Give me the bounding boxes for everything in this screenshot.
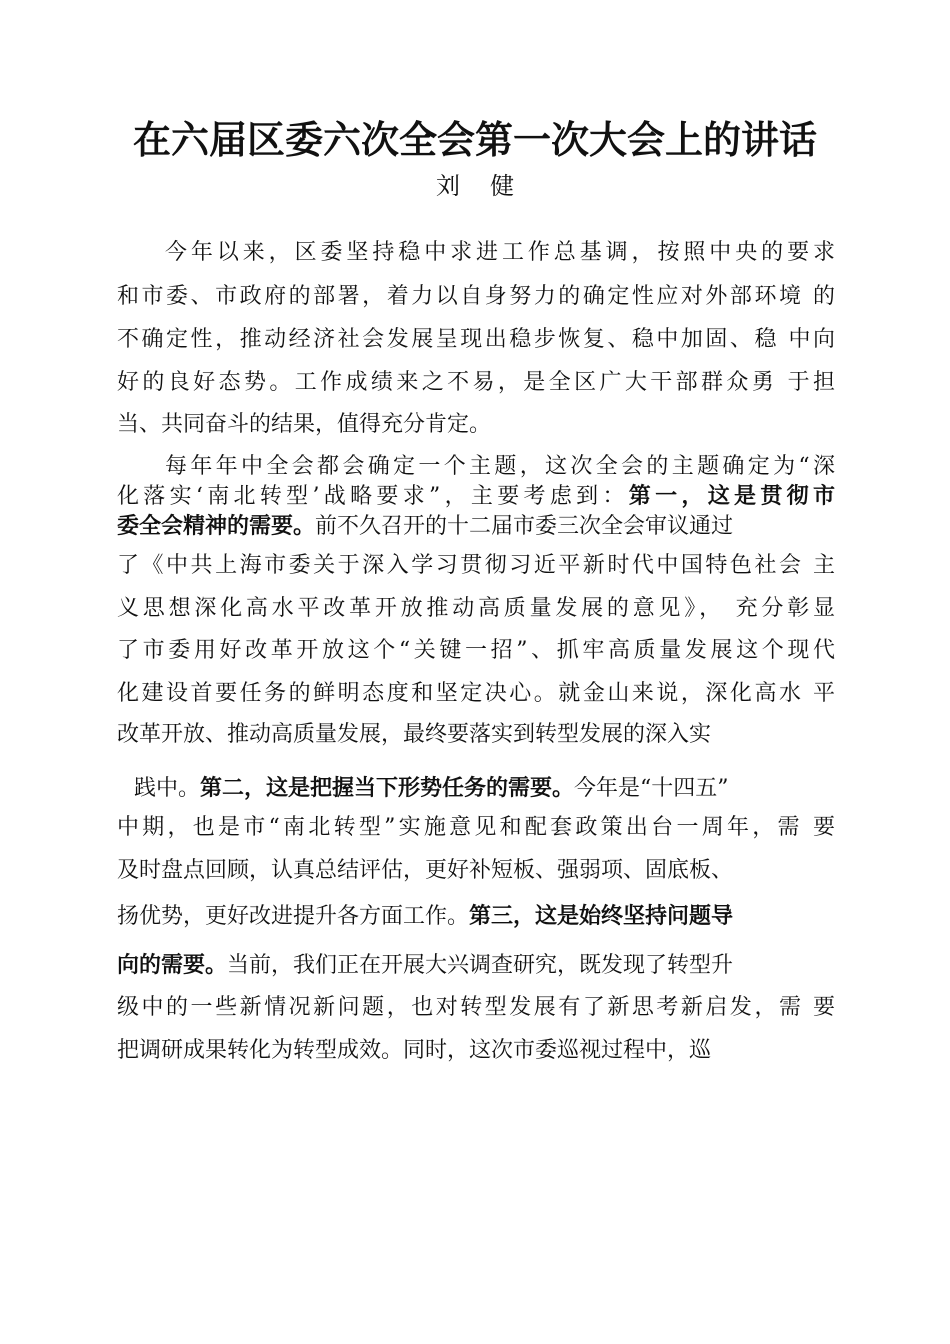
paragraph-2-line xyxy=(117,482,835,512)
emphasis-point-2: 第二，这是把握当下形势任务的需要。 xyxy=(200,776,575,801)
paragraph-2-line: 改革开放、推动高质量发展，最终要落实到转型发展的深入实 xyxy=(117,722,712,747)
paragraph-2-line: 中期，也是市“南北转型”实施意见和配套政策出台一周年，需 要 xyxy=(117,815,835,840)
paragraph-text: 践中。 xyxy=(134,776,201,801)
document-title: 在六届区委六次全会第一次大会上的讲话 xyxy=(132,117,817,162)
paragraph-1-line: 和市委、市政府的部署，着力以自身努力的确定性应对外部环境 的 xyxy=(117,284,835,309)
paragraph-2-line: 化建设首要任务的鲜明态度和坚定决心。就金山来说，深化高水 平 xyxy=(117,681,835,706)
paragraph-2-line xyxy=(117,512,733,542)
paragraph-text: 化落实‘南北转型’战略要求”，主要考虑到： xyxy=(117,484,629,509)
emphasis-point-3: 第三，这是始终坚持问题导 xyxy=(469,904,734,929)
paragraph-2-line: 每年年中全会都会确定一个主题，这次全会的主题确定为“深 xyxy=(165,454,835,479)
emphasis-point-1: 第一，这是贯彻市 xyxy=(628,484,835,509)
paragraph-2-line: 了市委用好改革开放这个“关键一招”、抓牢高质量发展这个现代 xyxy=(117,638,835,663)
paragraph-2-line: 把调研成果转化为转型成效。同时，这次市委巡视过程中，巡 xyxy=(117,1038,712,1063)
paragraph-2-line: 义思想深化高水平改革开放推动高质量发展的意见》， 充分彰显 xyxy=(117,596,835,621)
author-name xyxy=(0,170,950,202)
emphasis-point-1: 委全会精神的需要。 xyxy=(117,514,316,539)
paragraph-text: 今年是“十四五” xyxy=(574,776,729,801)
emphasis-point-3: 向的需要。 xyxy=(117,953,228,978)
paragraph-text: 当前，我们正在开展大兴调查研究，既发现了转型升 xyxy=(227,953,734,978)
paragraph-2-line: 及时盘点回顾，认真总结评估，更好补短板、强弱项、固底板、 xyxy=(117,858,734,883)
author-given-name: 健 xyxy=(490,172,514,200)
paragraph-2-line xyxy=(117,951,733,981)
paragraph-2-line xyxy=(117,902,733,932)
paragraph-2-line: 级中的一些新情况新问题，也对转型发展有了新思考新启发，需 要 xyxy=(117,995,835,1020)
paragraph-2-line xyxy=(134,774,729,804)
paragraph-1-line: 好的良好态势。工作成绩来之不易，是全区广大干部群众勇 于担 xyxy=(117,370,835,395)
paragraph-text: 扬优势，更好改进提升各方面工作。 xyxy=(117,904,470,929)
paragraph-text: 前不久召开的十二届市委三次全会审议通过 xyxy=(315,514,734,539)
author-family-name: 刘 xyxy=(436,172,460,200)
paragraph-1-line: 当、共同奋斗的结果，值得充分肯定。 xyxy=(117,412,492,437)
paragraph-2-line: 了《中共上海市委关于深入学习贯彻习近平新时代中国特色社会 主 xyxy=(117,553,835,578)
paragraph-1-line: 不确定性，推动经济社会发展呈现出稳步恢复、稳中加固、稳 中向 xyxy=(117,327,835,352)
paragraph-1-line: 今年以来，区委坚持稳中求进工作总基调，按照中央的要求 xyxy=(165,240,835,265)
